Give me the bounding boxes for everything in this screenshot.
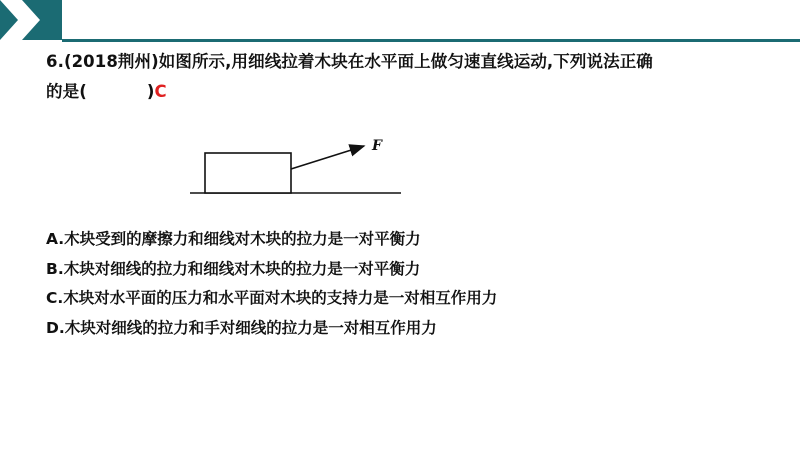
force-label: F: [372, 138, 382, 154]
question-line-1: 6.(2018荆州)如图所示,用细线拉着木块在水平面上做匀速直线运动,下列说法正确: [46, 52, 653, 71]
options-list: [46, 225, 766, 343]
question-line-2: [46, 77, 766, 107]
header-divider: [62, 39, 800, 42]
option-d: D.木块对细线的拉力和手对细线的拉力是一对相互作用力: [46, 318, 437, 337]
option-c: C.木块对水平面的压力和水平面对木块的支持力是一对相互作用力: [46, 289, 498, 307]
question-line-2-prefix: 的是(: [46, 82, 87, 101]
chevron-right-icon: [0, 0, 62, 40]
question-line-2-suffix: ): [146, 82, 155, 101]
answer-label: C: [154, 82, 167, 101]
question-stem: [46, 47, 766, 107]
block-diagram: [190, 128, 410, 200]
wooden-block: [205, 153, 291, 193]
option-a: A.木块受到的摩擦力和细线对木块的拉力是一对平衡力: [46, 230, 421, 248]
option-b: B.木块对细线的拉力和细线对木块的拉力是一对平衡力: [46, 259, 421, 278]
force-arrow: [291, 146, 364, 169]
